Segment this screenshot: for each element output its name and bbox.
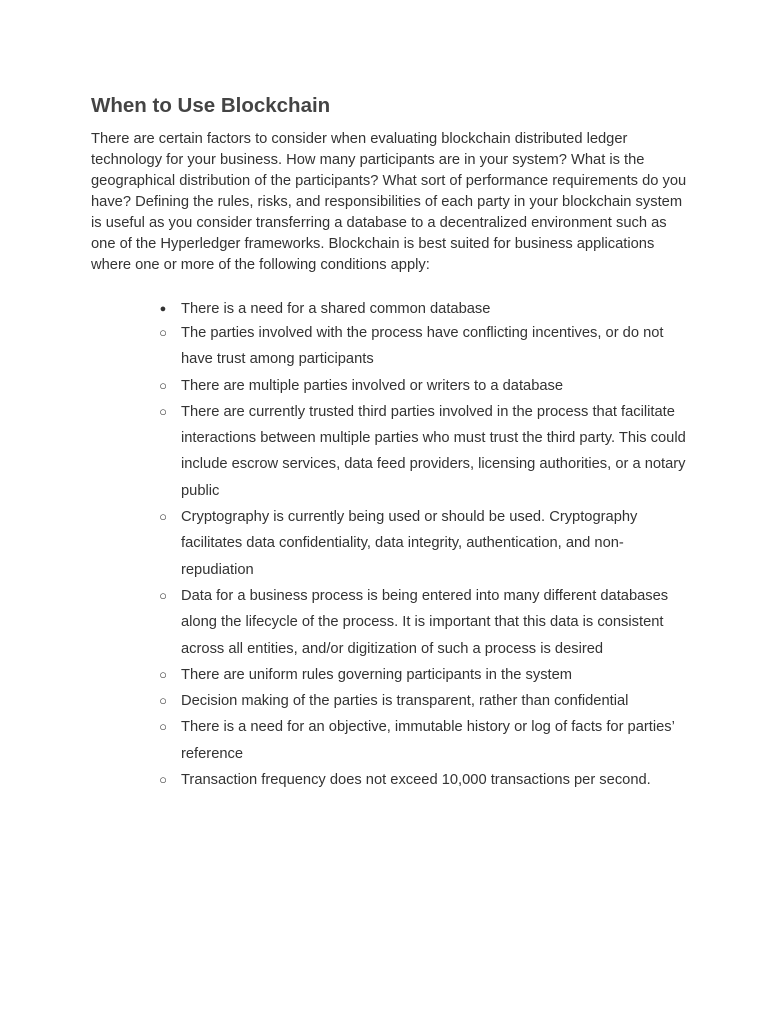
list-item-text: Cryptography is currently being used or should be used. Cryptography facilitates data confidentiality, data integrity, authentication, and non-repudiation — [181, 509, 638, 578]
list-item-text: There is a need for an objective, immutable history or log of facts for parties’ reference — [181, 719, 675, 762]
list-item-text: There are multiple parties involved or writers to a database — [181, 377, 564, 394]
list-item-text: Data for a business process is being entered into many different databases along the lifecycle of the process. It is important that this data is consistent across all entities, and/or digitization of such a process is desired — [181, 587, 669, 657]
intro-paragraph: There are certain factors to consider when evaluating blockchain distributed ledger technology for your business. How many participants are in your system? What is the geographical distribution of the participants? What sort of performance requirements do you have? Defining the rules, risks, and responsibilities of each party in your blockchain system is useful as you consider transferring a database to a decentralized environment such as one of the Hyperledger frameworks. Blockchain is best suited for business applications where one or more of the following conditions apply: — [91, 131, 687, 273]
list-item — [159, 320, 691, 373]
conditions-list — [159, 299, 691, 793]
list-item-text: Decision making of the parties is transparent, rather than confidential — [181, 693, 629, 710]
list-item-text: There is a need for a shared common database — [181, 301, 491, 317]
hollow-bullet-icon: ○ — [159, 666, 167, 682]
list-item — [159, 688, 691, 714]
hollow-bullet-icon: ○ — [159, 772, 167, 788]
hollow-bullet-icon: ○ — [159, 587, 167, 603]
list-item — [159, 504, 691, 583]
list-item — [159, 399, 691, 504]
filled-bullet-icon: ● — [159, 303, 167, 315]
list-item — [159, 583, 691, 662]
list-item-text: Transaction frequency does not exceed 10,000 transactions per second. — [181, 772, 651, 789]
list-item — [159, 714, 691, 767]
list-item — [159, 662, 691, 688]
page-title: When to Use Blockchain — [91, 94, 331, 117]
list-item-text: There are currently trusted third parties involved in the process that facilitate interactions between multiple parties who must trust the third party. This could include escrow services, data feed providers, licensing authorities, or a notary public — [181, 403, 686, 499]
list-item — [159, 373, 691, 399]
list-item-text: There are uniform rules governing participants in the system — [181, 666, 573, 683]
list-item-text: The parties involved with the process have conflicting incentives, or do not have trust among participants — [181, 325, 664, 368]
hollow-bullet-icon: ○ — [159, 719, 167, 735]
hollow-bullet-icon: ○ — [159, 377, 167, 393]
hollow-bullet-icon: ○ — [159, 693, 167, 709]
hollow-bullet-icon: ○ — [159, 325, 167, 340]
list-item — [159, 299, 691, 320]
hollow-bullet-icon: ○ — [159, 509, 167, 525]
hollow-bullet-icon: ○ — [159, 403, 167, 419]
list-item — [159, 767, 691, 793]
